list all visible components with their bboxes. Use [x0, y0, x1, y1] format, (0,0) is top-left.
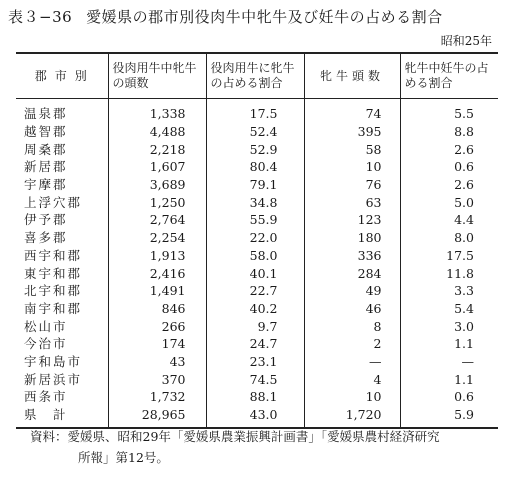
cell-female-count: 266: [108, 317, 206, 335]
cell-female-count: 174: [108, 335, 206, 353]
table-row: [16, 406, 498, 429]
header-pregnant-ratio: 牝牛中妊牛の占める割合: [400, 53, 498, 99]
cell-pregnant-ratio: 1.1: [400, 370, 498, 388]
cell-district: 北宇和郡: [24, 283, 83, 299]
cell-female-head: —: [304, 353, 400, 371]
header-row: [16, 53, 498, 99]
header-district: 郡市別: [16, 53, 108, 99]
cell-female-ratio: 34.8: [206, 193, 304, 211]
cell-female-ratio: 55.9: [206, 211, 304, 229]
cell-female-head: 49: [304, 282, 400, 300]
source-line-1: 資料：愛媛県、昭和29年「愛媛県農業振興計画書」「愛媛県農村経済研究: [30, 429, 440, 444]
cell-district: 伊予郡: [24, 212, 68, 228]
table-title-text: 愛媛県の郡市別役肉牛中牝牛及び妊牛の占める割合: [86, 8, 443, 26]
cell-pregnant-ratio: 2.6: [400, 140, 498, 158]
cell-pregnant-ratio: 11.8: [400, 264, 498, 282]
table-row: [16, 388, 498, 406]
cell-district: 新居郡: [24, 159, 68, 175]
cell-female-head: 395: [304, 123, 400, 141]
cell-district: 南宇和郡: [24, 300, 83, 316]
table-row: [16, 123, 498, 141]
source-line-2: 所報」第12号。: [78, 450, 169, 465]
cell-pregnant-ratio: 8.0: [400, 229, 498, 247]
cell-district: 越智郡: [24, 124, 68, 140]
cell-female-ratio: 52.9: [206, 140, 304, 158]
data-table: [16, 52, 498, 429]
table-body: [16, 99, 498, 429]
cell-female-ratio: 79.1: [206, 176, 304, 194]
cell-female-head: 58: [304, 140, 400, 158]
table-row: [16, 229, 498, 247]
cell-female-head: 123: [304, 211, 400, 229]
header-female-head: 牝牛頭数: [304, 53, 400, 99]
cell-female-ratio: 40.2: [206, 300, 304, 318]
cell-female-head: 10: [304, 158, 400, 176]
source-note: [30, 426, 500, 468]
table-row: [16, 264, 498, 282]
cell-female-count: 846: [108, 300, 206, 318]
cell-female-ratio: 22.7: [206, 282, 304, 300]
table-row: [16, 211, 498, 229]
cell-female-count: 1,913: [108, 247, 206, 265]
table-row: [16, 247, 498, 265]
cell-female-ratio: 22.0: [206, 229, 304, 247]
cell-female-head: 74: [304, 99, 400, 123]
cell-district: 県 計: [24, 407, 68, 423]
table-row: [16, 353, 498, 371]
table-title: [8, 6, 508, 27]
cell-pregnant-ratio: 3.3: [400, 282, 498, 300]
cell-female-count: 1,607: [108, 158, 206, 176]
table-row: [16, 370, 498, 388]
cell-pregnant-ratio: 5.5: [400, 99, 498, 123]
cell-female-head: 180: [304, 229, 400, 247]
table-row: [16, 317, 498, 335]
cell-pregnant-ratio: 5.9: [400, 406, 498, 429]
cell-female-ratio: 40.1: [206, 264, 304, 282]
cell-pregnant-ratio: 17.5: [400, 247, 498, 265]
cell-female-count: 1,338: [108, 99, 206, 123]
cell-female-head: 4: [304, 370, 400, 388]
cell-district: 西宇和郡: [24, 247, 83, 263]
cell-district: 新居浜市: [24, 371, 83, 387]
cell-district: 上浮穴郡: [24, 194, 83, 210]
cell-female-ratio: 17.5: [206, 99, 304, 123]
table-row: [16, 193, 498, 211]
cell-female-head: 46: [304, 300, 400, 318]
cell-district: 宇摩郡: [24, 177, 68, 193]
cell-pregnant-ratio: 3.0: [400, 317, 498, 335]
cell-pregnant-ratio: 2.6: [400, 176, 498, 194]
table-row: [16, 140, 498, 158]
cell-pregnant-ratio: 8.8: [400, 123, 498, 141]
cell-pregnant-ratio: 0.6: [400, 388, 498, 406]
table-row: [16, 335, 498, 353]
table-row: [16, 176, 498, 194]
cell-pregnant-ratio: 4.4: [400, 211, 498, 229]
cell-district: 周桑郡: [24, 141, 68, 157]
cell-pregnant-ratio: 1.1: [400, 335, 498, 353]
cell-female-count: 3,689: [108, 176, 206, 194]
cell-district: 宇和島市: [24, 353, 83, 369]
table-row: [16, 282, 498, 300]
cell-female-head: 76: [304, 176, 400, 194]
table-row: [16, 300, 498, 318]
header-female-ratio: 役肉用牛に牝牛の占める割合: [206, 53, 304, 99]
cell-female-head: 2: [304, 335, 400, 353]
cell-female-head: 8: [304, 317, 400, 335]
cell-district: 東宇和郡: [24, 265, 83, 281]
table-row: [16, 99, 498, 123]
cell-female-head: 336: [304, 247, 400, 265]
cell-district: 松山市: [24, 318, 68, 334]
cell-pregnant-ratio: —: [400, 353, 498, 371]
cell-female-head: 10: [304, 388, 400, 406]
header-female-count: 役肉用牛中牝牛の頭数: [108, 53, 206, 99]
cell-female-count: 28,965: [108, 406, 206, 429]
cell-pregnant-ratio: 5.0: [400, 193, 498, 211]
cell-district: 温泉郡: [24, 106, 68, 122]
cell-female-count: 1,250: [108, 193, 206, 211]
cell-female-ratio: 9.7: [206, 317, 304, 335]
cell-district: 西条市: [24, 389, 68, 405]
cell-female-head: 284: [304, 264, 400, 282]
cell-female-count: 43: [108, 353, 206, 371]
cell-female-ratio: 80.4: [206, 158, 304, 176]
cell-female-ratio: 23.1: [206, 353, 304, 371]
cell-district: 今治市: [24, 336, 68, 352]
cell-female-head: 63: [304, 193, 400, 211]
cell-female-count: 1,491: [108, 282, 206, 300]
era-label: 昭和25年: [440, 34, 492, 48]
cell-female-count: 370: [108, 370, 206, 388]
cell-female-ratio: 52.4: [206, 123, 304, 141]
cell-pregnant-ratio: 0.6: [400, 158, 498, 176]
cell-female-ratio: 58.0: [206, 247, 304, 265]
cell-female-ratio: 74.5: [206, 370, 304, 388]
table-row: [16, 158, 498, 176]
cell-female-ratio: 24.7: [206, 335, 304, 353]
cell-female-head: 1,720: [304, 406, 400, 429]
cell-pregnant-ratio: 5.4: [400, 300, 498, 318]
cell-female-count: 2,764: [108, 211, 206, 229]
cell-female-count: 4,488: [108, 123, 206, 141]
cell-female-ratio: 88.1: [206, 388, 304, 406]
cell-female-count: 1,732: [108, 388, 206, 406]
table-number: 表３−36: [8, 8, 73, 26]
cell-district: 喜多郡: [24, 230, 68, 246]
cell-female-count: 2,218: [108, 140, 206, 158]
cell-female-count: 2,416: [108, 264, 206, 282]
cell-female-ratio: 43.0: [206, 406, 304, 429]
cell-female-count: 2,254: [108, 229, 206, 247]
